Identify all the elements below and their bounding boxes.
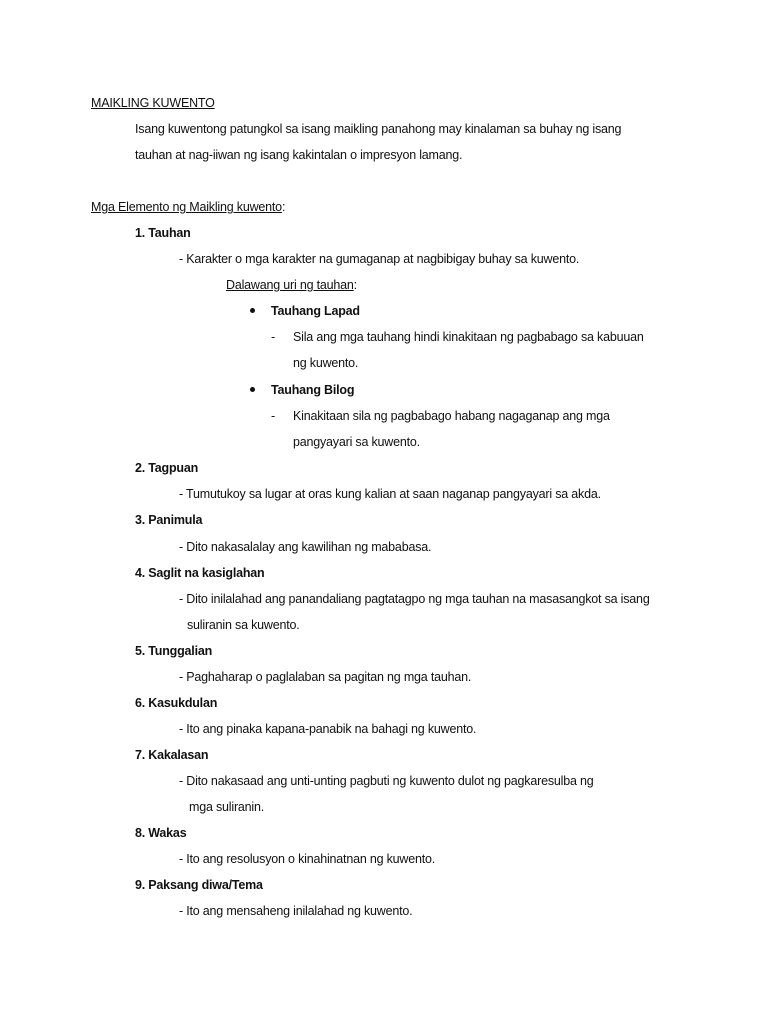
elements-heading-text: Mga Elemento ng Maikling kuwento	[91, 200, 282, 214]
element-desc-wakas: - Ito ang resolusyon o kinahinatnan ng kuwento.	[179, 852, 436, 866]
definition-line-1: Isang kuwentong patungkol sa isang maikling panahong may kinalaman sa buhay ng isang	[135, 122, 622, 136]
element-label-paksang-diwa-tema: 9. Paksang diwa/Tema	[135, 878, 263, 892]
tauhan-type-lapad: Tauhang Lapad	[271, 304, 360, 318]
element-label-wakas: 8. Wakas	[135, 826, 187, 840]
elements-heading	[91, 199, 285, 215]
tauhan-types-heading-text: Dalawang uri ng tauhan	[226, 278, 354, 292]
tauhan-lapad-desc-2: ng kuwento.	[293, 356, 359, 370]
element-label-tagpuan: 2. Tagpuan	[135, 461, 199, 475]
element-desc-tunggalian: - Paghaharap o paglalaban sa pagitan ng mga tauhan.	[179, 670, 472, 684]
tauhan-lapad-dash: -	[271, 330, 275, 344]
element-label-saglit-na-kasiglahan: 4. Saglit na kasiglahan	[135, 566, 265, 580]
tauhan-bilog-dash: -	[271, 409, 275, 423]
element-label-kakalasan: 7. Kakalasan	[135, 748, 209, 762]
tauhan-types-heading	[226, 277, 357, 293]
element-label-tunggalian: 5. Tunggalian	[135, 644, 213, 658]
document-title: MAIKLING KUWENTO	[91, 96, 215, 110]
element-desc-kakalasan-2: mga suliranin.	[189, 800, 265, 814]
tauhan-bilog-desc-1: Kinakitaan sila ng pagbabago habang nagaganap ang mga	[293, 409, 610, 423]
bullet-icon	[250, 387, 255, 392]
element-desc-kasukdulan: - Ito ang pinaka kapana-panabik na bahagi ng kuwento.	[179, 722, 477, 736]
elements-heading-colon: :	[281, 200, 286, 214]
tauhan-types-heading-colon: :	[353, 278, 357, 292]
element-desc-panimula: - Dito nakasalalay ang kawilihan ng mababasa.	[179, 540, 432, 554]
definition-line-2: tauhan at nag-iiwan ng isang kakintalan o impresyon lamang.	[135, 148, 463, 162]
tauhan-bilog-desc-2: pangyayari sa kuwento.	[293, 435, 420, 449]
element-desc-saglit-na-kasiglahan-1: - Dito inilalahad ang panandaliang pagtatagpo ng mga tauhan na masasangkot sa isang	[179, 592, 650, 606]
element-desc-saglit-na-kasiglahan-2: suliranin sa kuwento.	[187, 618, 300, 632]
element-label-kasukdulan: 6. Kasukdulan	[135, 696, 218, 710]
element-desc-tagpuan: - Tumutukoy sa lugar at oras kung kalian at saan naganap pangyayari sa akda.	[179, 487, 601, 501]
bullet-icon	[250, 308, 255, 313]
tauhan-type-bilog: Tauhang Bilog	[271, 383, 355, 397]
tauhan-lapad-desc-1: Sila ang mga tauhang hindi kinakitaan ng pagbabago sa kabuuan	[293, 330, 644, 344]
element-desc-paksang-diwa-tema: - Ito ang mensaheng inilalahad ng kuwento.	[179, 904, 413, 918]
element-desc-kakalasan-1: - Dito nakasaad ang unti-unting pagbuti ng kuwento dulot ng pagkaresulba ng	[179, 774, 594, 788]
element-label-panimula: 3. Panimula	[135, 513, 203, 527]
element-label-tauhan: 1. Tauhan	[135, 226, 191, 240]
element-desc-tauhan: - Karakter o mga karakter na gumaganap at nagbibigay buhay sa kuwento.	[179, 252, 580, 266]
